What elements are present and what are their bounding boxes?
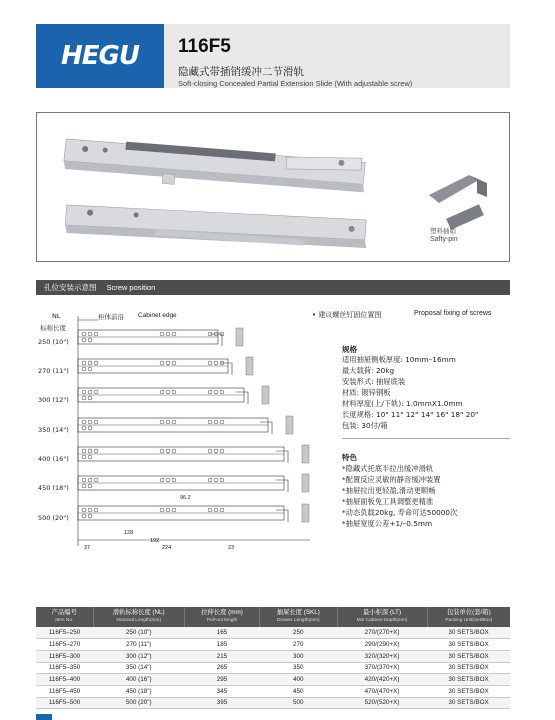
- screw-position-diagram: [70, 316, 340, 556]
- col-header: 拉伸长度 (mm) Pull-out length: [185, 607, 260, 627]
- table-cell: 30 SETS/BOX: [427, 662, 510, 674]
- table-cell: 350: [260, 662, 337, 674]
- table-cell: 370/(370+X): [337, 662, 427, 674]
- table-cell: 350 (14"): [93, 662, 184, 674]
- col-header: 最小柜深 (LT) Min Cabinet Depth(mm): [337, 607, 427, 627]
- table-cell: 165: [185, 627, 260, 639]
- table-row: [36, 674, 510, 686]
- model-number: 116F5: [178, 36, 231, 57]
- table-cell: 30 SETS/BOX: [427, 650, 510, 662]
- spec-divider: [342, 438, 510, 439]
- spec-line: 安装形式: 抽屉底装: [342, 377, 406, 386]
- section-bar-screw-position: [36, 280, 510, 295]
- table-header-row: [36, 607, 510, 627]
- table-cell: 250 (10"): [93, 627, 184, 639]
- size-label-300: 300 (12"): [38, 396, 69, 404]
- spec-line: 包装: 30付/箱: [342, 421, 388, 430]
- size-label-400: 400 (16"): [38, 455, 69, 463]
- nominal-length-label: 标称长度: [40, 324, 66, 332]
- table-cell: 420/(420+X): [337, 674, 427, 686]
- proposal-fixing-en: Proposal fixing of screws: [414, 310, 492, 317]
- dim-128: 128: [124, 530, 134, 536]
- table-cell: 30 SETS/BOX: [427, 697, 510, 709]
- rail-drawings: [78, 328, 309, 522]
- safety-pin-photo: [429, 175, 487, 230]
- table-row: [36, 650, 510, 662]
- table-row: [36, 627, 510, 639]
- brand-logo: [36, 24, 164, 88]
- table-cell: 320/(320+X): [337, 650, 427, 662]
- col-header: 抽屉长度 (SKL) Drawer Length(mm): [260, 607, 337, 627]
- dim-23: 23: [228, 545, 235, 551]
- section-label-cn: 孔位安装示意图: [44, 283, 97, 292]
- feature-line: *抽屉面板免工具调整更精准: [342, 497, 434, 506]
- table-cell: 116F5–270: [36, 639, 93, 651]
- slide-photo-lower: [65, 199, 369, 254]
- table-body: [36, 627, 510, 709]
- table-cell: 116F5–350: [36, 662, 93, 674]
- table-cell: 30 SETS/BOX: [427, 685, 510, 697]
- table-cell: 400: [260, 674, 337, 686]
- spec-line: 长度规格: 10" 11" 12" 14" 16" 18" 20": [342, 410, 479, 419]
- safety-pin-caption-cn: 塑料插销: [430, 227, 456, 235]
- table-cell: 270 (11"): [93, 639, 184, 651]
- table-cell: 500 (20"): [93, 697, 184, 709]
- nl-label: NL: [52, 312, 61, 320]
- table-cell: 290/(290+X): [337, 639, 427, 651]
- table-cell: 295: [185, 674, 260, 686]
- dim-37: 37: [84, 545, 91, 551]
- table-cell: 116F5–300: [36, 650, 93, 662]
- size-label-500: 500 (20"): [38, 514, 69, 522]
- table-cell: 116F5–450: [36, 685, 93, 697]
- size-label-270: 270 (11"): [38, 367, 69, 375]
- table-row: [36, 697, 510, 709]
- table-cell: 450 (18"): [93, 685, 184, 697]
- brand-logo-text: HEGU: [61, 41, 139, 71]
- product-title-cn: 隐藏式带插销缓冲二节滑轨: [178, 66, 304, 78]
- table-cell: 265: [185, 662, 260, 674]
- cabinet-edge-label-en: Cabinet edge: [138, 312, 177, 319]
- proposal-fixing-cn: • 建议螺丝钉固位置图: [312, 311, 382, 319]
- spec-list: [342, 354, 478, 431]
- feature-line: *动态负载20kg, 寿命可达50000次: [342, 508, 458, 517]
- spec-table: [36, 607, 510, 709]
- col-header: 产品编号 Item No.: [36, 607, 93, 627]
- features-heading: 特色: [342, 453, 357, 462]
- table-cell: 270/(270+X): [337, 627, 427, 639]
- table-cell: 270: [260, 639, 337, 651]
- table-cell: 300 (12"): [93, 650, 184, 662]
- table-cell: 116F5–500: [36, 697, 93, 709]
- spec-line: 适用抽屉侧板厚度: 10mm–16mm: [342, 355, 456, 364]
- spec-line: 最大载荷: 20kg: [342, 366, 395, 375]
- feature-line: *抽屉拉出更轻盈,滑动更顺畅: [342, 486, 436, 495]
- product-title-en: Soft-closing Concealed Partial Extension Slide (With adjustable screw): [178, 79, 413, 88]
- feature-line: *配置反应灵敏的静音缓冲装置: [342, 475, 441, 484]
- spec-line: 材质: 镀锌钢板: [342, 388, 391, 397]
- table-row: [36, 685, 510, 697]
- table-cell: 395: [185, 697, 260, 709]
- corner-accent: [36, 714, 52, 720]
- size-label-250: 250 (10"): [38, 338, 69, 346]
- table-cell: 500: [260, 697, 337, 709]
- table-row: [36, 639, 510, 651]
- table-cell: 215: [185, 650, 260, 662]
- table-row: [36, 662, 510, 674]
- table-cell: 470/(470+X): [337, 685, 427, 697]
- feature-line: *隐藏式托底半拉出缓冲滑轨: [342, 464, 434, 473]
- table-cell: 116F5–400: [36, 674, 93, 686]
- table-cell: 30 SETS/BOX: [427, 674, 510, 686]
- spec-line: 材料厚度(上/下轨): 1.0mmX1.0mm: [342, 399, 463, 408]
- dim-224: 224: [162, 545, 172, 551]
- col-header: 滑轨标称长度 (NL) Nominal Length(mm): [93, 607, 184, 627]
- spec-heading: 规格: [342, 345, 357, 354]
- table-cell: 30 SETS/BOX: [427, 627, 510, 639]
- table-cell: 185: [185, 639, 260, 651]
- safety-pin-caption-en: Safty-pin: [430, 236, 458, 243]
- size-label-450: 450 (18"): [38, 484, 69, 492]
- size-label-350: 350 (14"): [38, 426, 69, 434]
- dim-192: 192: [150, 538, 160, 544]
- cabinet-edge-label-cn: 柜体前沿: [98, 313, 124, 321]
- dim-96: 96.2: [180, 495, 191, 501]
- col-header: 包装单位(套/箱) Packing Unit(Set/Box): [427, 607, 510, 627]
- features-list: [342, 463, 457, 529]
- table-cell: 30 SETS/BOX: [427, 639, 510, 651]
- feature-line: *抽屉宽度公差+1/–0.5mm: [342, 519, 433, 528]
- table-cell: 400 (16"): [93, 674, 184, 686]
- table-cell: 300: [260, 650, 337, 662]
- table-cell: 345: [185, 685, 260, 697]
- table-cell: 450: [260, 685, 337, 697]
- table-cell: 520/(520+X): [337, 697, 427, 709]
- section-label-en: Screw position: [106, 283, 156, 292]
- table-cell: 250: [260, 627, 337, 639]
- table-cell: 116F5–250: [36, 627, 93, 639]
